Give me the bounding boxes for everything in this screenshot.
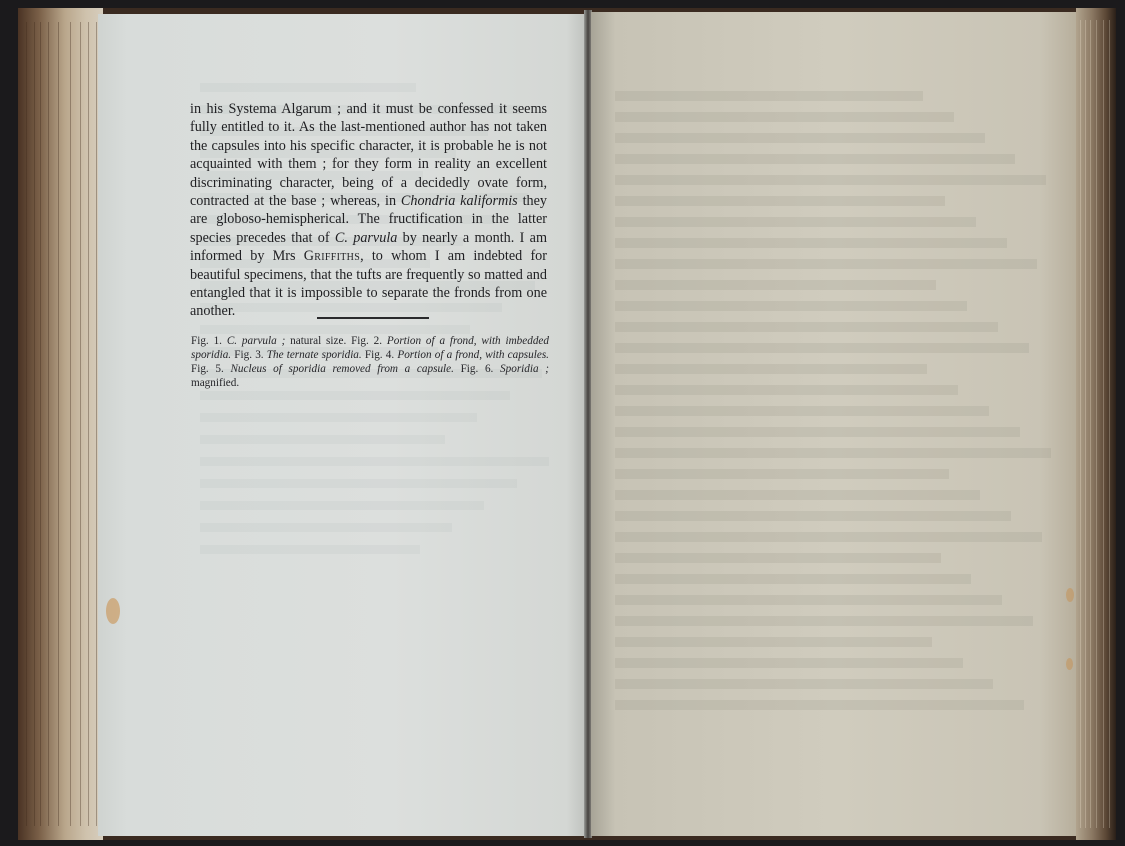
foxing-stain — [1066, 658, 1073, 670]
bleed-line — [615, 679, 993, 689]
bleed-line — [200, 501, 484, 510]
italic-text: The ternate sporidia. — [266, 349, 362, 362]
bleed-line — [615, 217, 976, 227]
page-edge-line — [1080, 20, 1081, 828]
page-edge-line — [58, 22, 59, 826]
text-run: natural size. Fig. 2. — [285, 335, 387, 347]
bleed-line — [200, 479, 517, 488]
bleed-line — [200, 457, 549, 466]
bleed-line — [615, 385, 958, 395]
text-run: magnified. — [191, 377, 240, 390]
page-edge-line — [34, 22, 35, 826]
bleed-line — [200, 325, 470, 334]
bleed-line — [615, 175, 1046, 185]
bleed-line — [200, 435, 445, 444]
text-run: in his Systema Algarum ; and it must be confessed it seems fully entitled to it. As the last-mentioned author has not taken the capsules into his specific character, it is probable he is not acquainted with them ; for they form in reality an excellent discriminating character, being of a decidedly ovate form, contracted at the base ; whereas, in — [190, 101, 547, 210]
italic-text: Nucleus of sporidia removed from a capsule. — [230, 363, 454, 376]
bleed-line — [615, 532, 1042, 542]
right-page-edges — [1076, 8, 1116, 840]
foxing-stain — [1066, 588, 1074, 602]
bleed-line — [615, 133, 985, 143]
text-run: Fig. 6. — [453, 363, 501, 376]
italic-text: Chondria kaliformis — [400, 193, 518, 210]
bleed-line — [200, 391, 510, 400]
page-edge-line — [1103, 20, 1104, 828]
page-edge-line — [26, 22, 27, 826]
page-edge-line — [70, 22, 71, 826]
page-edge-line — [48, 22, 49, 826]
italic-text: Portion of a frond, with imbedded sporidia. — [191, 335, 549, 362]
bleed-line — [615, 406, 989, 416]
bleed-line — [615, 280, 936, 290]
bleed-line — [200, 523, 452, 532]
bleed-line — [615, 427, 1020, 437]
bleed-line — [615, 301, 967, 311]
bleed-line — [615, 574, 971, 584]
page-edge-line — [1109, 20, 1110, 828]
bleed-line — [615, 490, 980, 500]
bleed-line — [615, 448, 1051, 458]
bleed-line — [615, 259, 1037, 269]
text-run: , to whom I am indebted for beautiful specimens, that the tufts are frequently so matted and entangled that it is impossible to separate the fronds from one another. — [190, 248, 547, 320]
bleed-line — [615, 469, 949, 479]
bleed-line — [615, 91, 923, 101]
bleed-line — [200, 413, 477, 422]
text-run: Fig. 5. — [191, 363, 231, 376]
page-edge-line — [1096, 20, 1097, 828]
foxing-stain — [106, 598, 120, 624]
left-page-edges — [18, 8, 103, 840]
italic-text: Sporidia ; — [500, 363, 549, 376]
small-caps-name: Griffiths — [303, 248, 361, 265]
text-run: by nearly a month. I am informed by Mrs — [190, 229, 547, 265]
bleed-line — [200, 83, 416, 92]
bleed-line — [615, 196, 945, 206]
italic-text: C. parvula — [334, 229, 398, 246]
bleed-line — [615, 343, 1029, 353]
bleed-line — [615, 658, 963, 668]
page-edge-line — [88, 22, 89, 826]
text-run: they are globoso-hemispherical. The fructification in the latter species precedes that of — [190, 193, 548, 246]
bleed-line — [615, 637, 932, 647]
page-edge-line — [40, 22, 41, 826]
page-edge-line — [96, 22, 97, 826]
bleed-line — [615, 700, 1024, 710]
bleed-line — [615, 511, 1011, 521]
bleed-line — [615, 154, 1015, 164]
body-paragraph — [190, 100, 547, 321]
section-rule — [317, 317, 429, 319]
bleed-line — [615, 112, 954, 122]
italic-text: Portion of a frond, with capsules. — [397, 349, 549, 362]
bleed-line — [615, 616, 1033, 626]
page-edge-line — [1085, 20, 1086, 828]
page-edge-line — [1090, 20, 1091, 828]
figure-caption — [191, 334, 549, 390]
bleed-line — [615, 322, 998, 332]
text-run: Fig. 4. — [361, 349, 398, 362]
text-run: Fig. 3. — [231, 349, 267, 362]
bleed-line — [200, 545, 420, 554]
italic-text: C. parvula ; — [226, 335, 286, 347]
bleed-line — [615, 595, 1002, 605]
page-edge-line — [80, 22, 81, 826]
bleed-line — [615, 553, 941, 563]
bleed-line — [615, 238, 1007, 248]
bleed-line — [615, 364, 927, 374]
text-run: Fig. 1. — [191, 335, 227, 347]
right-page-bleed-through — [615, 80, 1055, 721]
